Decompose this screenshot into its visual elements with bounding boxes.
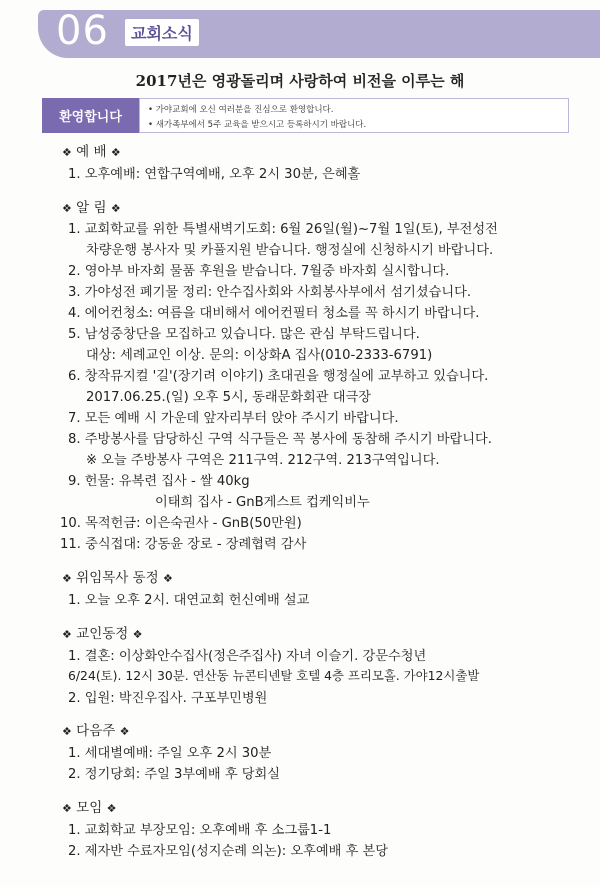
list-item: 2. 입원: 박진우집사. 구포부민병원 (68, 691, 268, 706)
page-header (0, 0, 600, 60)
section-title: 다음주 (76, 723, 116, 739)
section-title: 모임 (76, 800, 103, 816)
welcome-message-box (139, 98, 569, 133)
header-band (38, 10, 600, 58)
diamond-icon: ❖ (62, 628, 72, 641)
list-item: 이태희 집사 - GnB게스트 컵케익비누 (155, 495, 370, 510)
list-item: 6. 창작뮤지컬 '길'(장기려 이야기) 초대권을 행정실에 교부하고 있습니다. (68, 369, 489, 384)
list-item: 1. 결혼: 이상화안수집사(정은주집사) 자녀 이슬기. 강문수청년 (68, 649, 427, 664)
section-heading-worship (62, 140, 121, 160)
list-item: 10. 목적헌금: 이은숙권사 - GnB(50만원) (60, 516, 302, 531)
list-item: 2. 정기당회: 주일 3부예배 후 당회실 (68, 767, 280, 782)
section-heading-members (62, 622, 143, 642)
diamond-icon: ❖ (110, 202, 121, 215)
list-item: 2. 제자반 수료자모임(성지순례 의논): 오후예배 후 본당 (68, 844, 388, 859)
diamond-icon: ❖ (110, 146, 121, 159)
welcome-box (42, 98, 569, 133)
section-title: 알 림 (76, 200, 107, 216)
list-item: 7. 모든 예배 시 가운데 앞자리부터 앉아 주시기 바랍니다. (68, 411, 399, 426)
diamond-icon: ❖ (119, 725, 130, 738)
welcome-line: • 가야교회에 오신 여러분을 진심으로 환영합니다. (148, 105, 334, 115)
diamond-icon: ❖ (62, 202, 72, 215)
section-title: 교인동정 (76, 626, 129, 642)
section-title: 위임목사 동정 (76, 570, 159, 586)
list-item: 1. 오후예배: 연합구역예배, 오후 2시 30분, 은혜홀 (68, 167, 361, 182)
list-item: 1. 교회학교를 위한 특별새벽기도회: 6월 26일(월)~7월 1일(토), 부전성전 (68, 222, 498, 237)
diamond-icon: ❖ (62, 572, 72, 585)
diamond-icon: ❖ (62, 802, 72, 815)
list-item: 11. 중식접대: 강동윤 장로 - 장례협력 감사 (60, 537, 307, 552)
section-number: 06 (56, 8, 109, 54)
list-item: 8. 주방봉사를 담당하신 구역 식구들은 꼭 봉사에 동참해 주시기 바랍니다. (68, 432, 492, 447)
yearly-slogan: 2017년은 영광돌리며 사랑하여 비전을 이루는 해 (135, 72, 465, 90)
welcome-label: 환영합니다 (42, 98, 139, 133)
list-item: ※ 오늘 주방봉사 구역은 211구역. 212구역. 213구역입니다. (86, 453, 440, 468)
list-item: 대상: 세례교인 이상. 문의: 이상화A 집사(010-2333-6791) (86, 348, 433, 363)
section-heading-meetings (62, 796, 116, 816)
diamond-icon: ❖ (62, 725, 72, 738)
list-item: 1. 세대별예배: 주일 오후 2시 30분 (68, 746, 272, 761)
section-label: 교회소식 (125, 19, 199, 46)
diamond-icon: ❖ (106, 802, 117, 815)
list-item: 2017.06.25.(일) 오후 5시, 동래문화회관 대극장 (86, 390, 371, 405)
section-heading-notices (62, 196, 121, 216)
list-item: 5. 남성중창단을 모집하고 있습니다. 많은 관심 부탁드립니다. (68, 327, 420, 342)
list-item: 3. 가야성전 폐기물 정리: 안수집사회와 사회봉사부에서 섬기셨습니다. (68, 285, 472, 300)
list-item: 9. 헌물: 유복련 집사 - 쌀 40kg (68, 474, 250, 489)
list-item: 2. 영아부 바자회 물품 후원을 받습니다. 7월중 바자회 실시합니다. (68, 264, 450, 279)
diamond-icon: ❖ (132, 628, 143, 641)
list-item: 6/24(토). 12시 30분. 연산동 뉴콘티넨탈 호텔 4층 프리모홀. 가야12시출발 (68, 668, 480, 683)
list-item: 4. 에어컨청소: 여름을 대비해서 에어컨필터 청소를 꼭 하시기 바랍니다. (68, 306, 480, 321)
welcome-line: • 새가족부에서 5주 교육을 받으시고 등록하시기 바랍니다. (148, 120, 367, 130)
section-heading-next-week (62, 719, 129, 739)
list-item: 1. 교회학교 부장모임: 오후예배 후 소그룹1-1 (68, 823, 332, 838)
diamond-icon: ❖ (62, 146, 72, 159)
section-heading-pastor (62, 566, 173, 586)
diamond-icon: ❖ (163, 572, 173, 585)
list-item: 1. 오늘 오후 2시. 대연교회 헌신예배 설교 (68, 593, 310, 608)
section-title: 예 배 (76, 144, 107, 160)
list-item: 차량운행 봉사자 및 카풀지원 받습니다. 행정실에 신청하시기 바랍니다. (86, 243, 494, 258)
